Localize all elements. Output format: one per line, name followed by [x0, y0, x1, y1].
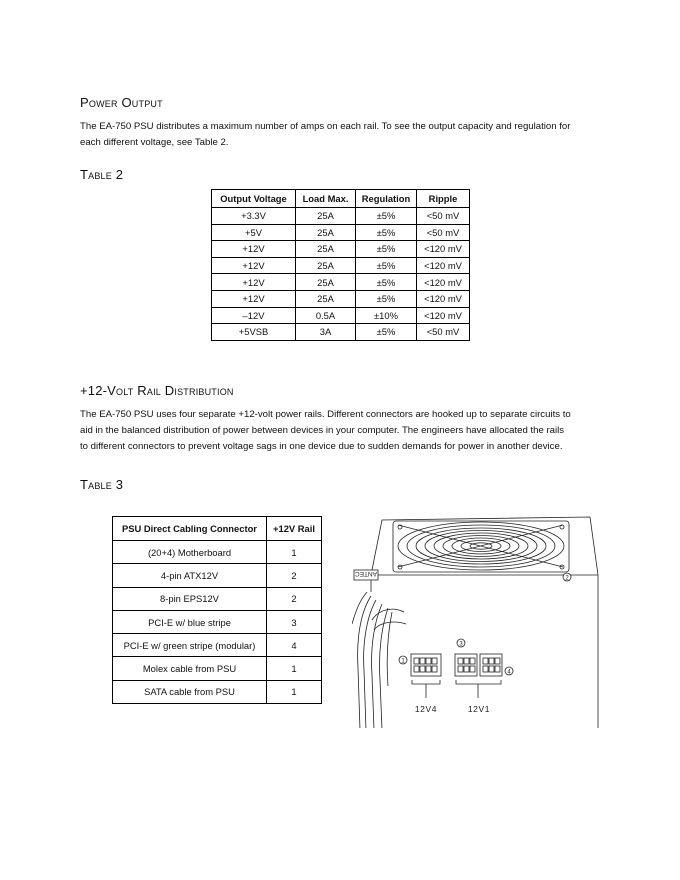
table-row [212, 257, 470, 274]
table-cell: 1 [267, 680, 322, 703]
table-cell: +12V [212, 290, 296, 307]
table-cell: Molex cable from PSU [113, 657, 267, 680]
table-cell: PCI-E w/ green stripe (modular) [113, 634, 267, 657]
label-12v1: 12V1 [467, 704, 491, 714]
connector-pin [495, 666, 500, 672]
table-cell: 25A [296, 274, 356, 291]
table-cell: ±5% [356, 257, 417, 274]
col-header-output-voltage: Output Voltage [212, 190, 296, 208]
paragraph-line: each different voltage, see Table 2. [80, 137, 229, 148]
connector-pin [470, 666, 475, 672]
cable-bundle [387, 612, 392, 686]
connector-12v4 [411, 654, 441, 676]
table-cell: ±5% [356, 274, 417, 291]
rail-marker-3-label: 3 [459, 641, 463, 648]
table-cell: +12V [212, 274, 296, 291]
label-12v4: 12V4 [414, 704, 438, 714]
table-cell: ±5% [356, 241, 417, 258]
table-row [113, 657, 322, 680]
table-row [212, 241, 470, 258]
cable-bundle [364, 600, 376, 728]
table-cell: <50 mV [417, 208, 470, 225]
connector-pin [470, 658, 475, 664]
table-cell: 2 [267, 587, 322, 610]
table-cell: 2 [267, 564, 322, 587]
connector-pin [420, 666, 425, 672]
paragraph-line: The EA-750 PSU uses four separate +12-volt power rails. Different connectors are hooked up to separate circuits to [80, 409, 571, 420]
rail-marker-2-label: 2 [565, 575, 569, 582]
table-row [212, 208, 470, 225]
table-cell: +12V [212, 257, 296, 274]
connector-pin [495, 658, 500, 664]
connector-pin [432, 658, 437, 664]
table3-heading: Table 3 [80, 477, 124, 492]
table-header-row [113, 517, 322, 541]
paragraph-line: to different connectors to prevent voltage sags in one device due to sudden demands for power in another device. [80, 441, 563, 452]
table-cell: <120 mV [417, 290, 470, 307]
table-cell: 25A [296, 290, 356, 307]
cable-bundle [379, 608, 388, 728]
table-cell: 3A [296, 324, 356, 341]
col-header-load-max: Load Max. [296, 190, 356, 208]
bracket-12v1 [456, 680, 501, 698]
connector-pin [414, 658, 419, 664]
table-cell: <120 mV [417, 241, 470, 258]
table-cell: <50 mV [417, 224, 470, 241]
table-cell: <120 mV [417, 257, 470, 274]
table-cell: 3 [267, 610, 322, 633]
col-header-regulation: Regulation [356, 190, 417, 208]
table-cell: ±5% [356, 324, 417, 341]
table-cell: <120 mV [417, 274, 470, 291]
connector-pin [432, 666, 437, 672]
connector-pin [458, 658, 463, 664]
connector-pin [458, 666, 463, 672]
connector-pin [414, 666, 419, 672]
table-cell: <50 mV [417, 324, 470, 341]
paragraph-line: aid in the balanced distribution of power between devices in your computer. The engineers have allocated the rails [80, 425, 565, 436]
table-cell: PCI-E w/ blue stripe [113, 610, 267, 633]
table-row [212, 224, 470, 241]
psu-illustration [352, 510, 604, 728]
paragraph-line: The EA-750 PSU distributes a maximum number of amps on each rail. To see the output capacity and regulation for [80, 121, 571, 132]
table-cell: 0.5A [296, 307, 356, 324]
table-row [113, 634, 322, 657]
table-cell: (20+4) Motherboard [113, 541, 267, 564]
table-row [113, 610, 322, 633]
power-output-paragraph [80, 119, 605, 151]
table-cell: 1 [267, 657, 322, 680]
col-header-connector: PSU Direct Cabling Connector [113, 517, 267, 541]
cable-bundle [358, 596, 371, 728]
table-cell: ±10% [356, 307, 417, 324]
table-cell: 4-pin ATX12V [113, 564, 267, 587]
rail-marker-4-label: 4 [507, 669, 511, 676]
bracket-12v4 [412, 680, 440, 698]
table-row [212, 324, 470, 341]
col-header-rail: +12V Rail [267, 517, 322, 541]
table-row [113, 680, 322, 703]
rail-distribution-heading: +12-Volt Rail Distribution [80, 383, 234, 398]
connector-pin [426, 666, 431, 672]
table-cell: 25A [296, 208, 356, 225]
rail-marker-1-label: 1 [401, 658, 405, 665]
power-output-heading: Power Output [80, 95, 163, 110]
rail-connector-table [112, 516, 322, 704]
table-cell: +5VSB [212, 324, 296, 341]
table-cell: 8-pin EPS12V [113, 587, 267, 610]
rail-distribution-paragraph [80, 407, 605, 455]
connector-12v1-a [455, 654, 477, 676]
table-cell: SATA cable from PSU [113, 680, 267, 703]
table-row [212, 274, 470, 291]
table-cell: ±5% [356, 290, 417, 307]
cable-bundle [372, 604, 382, 728]
connector-pin [464, 666, 469, 672]
table-header-row [212, 190, 470, 208]
output-voltage-table [211, 189, 470, 341]
table-cell: +5V [212, 224, 296, 241]
brand-logo: ANTEC [354, 570, 378, 577]
table-cell: +12V [212, 241, 296, 258]
connector-pin [420, 658, 425, 664]
connector-pin [426, 658, 431, 664]
table-cell: 25A [296, 241, 356, 258]
table-row [212, 307, 470, 324]
connector-pin [489, 666, 494, 672]
table-row [113, 541, 322, 564]
table-row [113, 564, 322, 587]
table-row [212, 290, 470, 307]
col-header-ripple: Ripple [417, 190, 470, 208]
table-cell: ±5% [356, 208, 417, 225]
connector-pin [483, 666, 488, 672]
table-row [113, 587, 322, 610]
table-cell: <120 mV [417, 307, 470, 324]
table-cell: 1 [267, 541, 322, 564]
table-cell: +3.3V [212, 208, 296, 225]
table-cell: 25A [296, 224, 356, 241]
table-cell: 4 [267, 634, 322, 657]
connector-pin [489, 658, 494, 664]
table-cell: –12V [212, 307, 296, 324]
connector-12v1-b [480, 654, 502, 676]
connector-pin [483, 658, 488, 664]
table-cell: 25A [296, 257, 356, 274]
table-cell: ±5% [356, 224, 417, 241]
table2-heading: Table 2 [80, 167, 124, 182]
connector-pin [464, 658, 469, 664]
